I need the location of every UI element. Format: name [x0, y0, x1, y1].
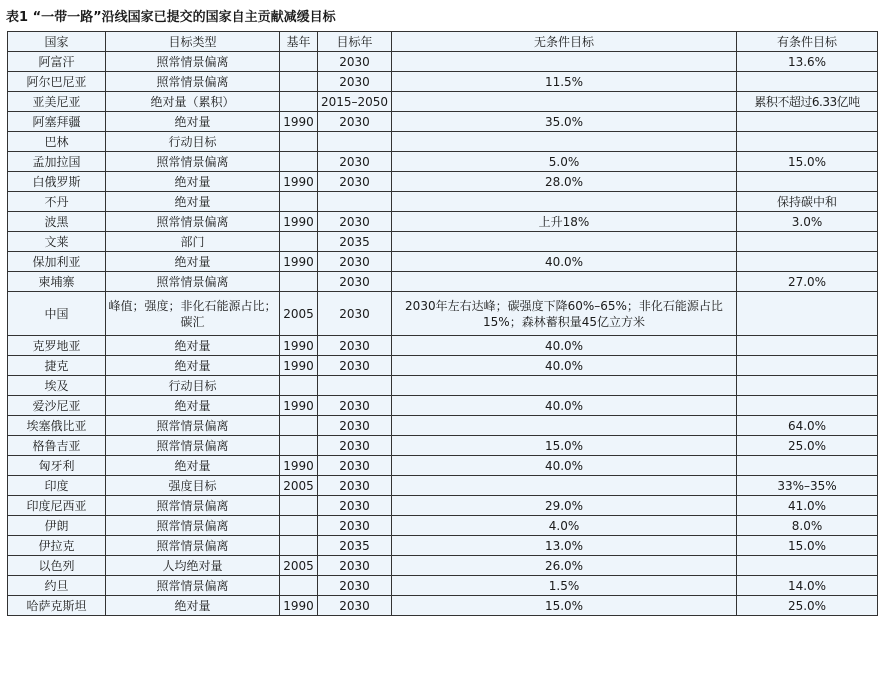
cell-type: 部门 — [106, 232, 280, 252]
cell-conditional — [737, 292, 878, 336]
cell-base-year — [280, 576, 318, 596]
cell-unconditional: 40.0% — [392, 456, 737, 476]
cell-conditional: 25.0% — [737, 436, 878, 456]
cell-country: 爱沙尼亚 — [8, 396, 106, 416]
cell-country: 不丹 — [8, 192, 106, 212]
cell-unconditional — [392, 232, 737, 252]
cell-target-year: 2030 — [318, 292, 392, 336]
cell-base-year — [280, 416, 318, 436]
cell-type: 绝对量 — [106, 356, 280, 376]
cell-type: 绝对量 — [106, 252, 280, 272]
cell-target-year: 2030 — [318, 336, 392, 356]
cell-type: 照常情景偏离 — [106, 516, 280, 536]
cell-base-year — [280, 272, 318, 292]
cell-base-year — [280, 232, 318, 252]
cell-type: 绝对量 — [106, 596, 280, 616]
cell-country: 波黑 — [8, 212, 106, 232]
cell-country: 捷克 — [8, 356, 106, 376]
cell-base-year: 1990 — [280, 112, 318, 132]
cell-target-year: 2030 — [318, 596, 392, 616]
cell-unconditional — [392, 376, 737, 396]
header-unconditional: 无条件目标 — [392, 32, 737, 52]
cell-target-year: 2030 — [318, 52, 392, 72]
cell-conditional — [737, 396, 878, 416]
cell-country: 哈萨克斯坦 — [8, 596, 106, 616]
cell-country: 匈牙利 — [8, 456, 106, 476]
cell-unconditional — [392, 192, 737, 212]
cell-conditional — [737, 556, 878, 576]
cell-type: 绝对量 — [106, 112, 280, 132]
cell-country: 以色列 — [8, 556, 106, 576]
cell-conditional: 64.0% — [737, 416, 878, 436]
cell-target-year: 2030 — [318, 396, 392, 416]
cell-type: 照常情景偏离 — [106, 536, 280, 556]
cell-base-year — [280, 436, 318, 456]
cell-target-year: 2030 — [318, 152, 392, 172]
cell-target-year: 2035 — [318, 536, 392, 556]
cell-conditional — [737, 456, 878, 476]
cell-base-year — [280, 192, 318, 212]
table-row — [8, 596, 878, 616]
cell-type: 绝对量 — [106, 172, 280, 192]
cell-country: 伊朗 — [8, 516, 106, 536]
table-row — [8, 292, 878, 336]
cell-country: 巴林 — [8, 132, 106, 152]
cell-type: 照常情景偏离 — [106, 52, 280, 72]
cell-target-year — [318, 376, 392, 396]
cell-type: 行动目标 — [106, 132, 280, 152]
cell-base-year — [280, 516, 318, 536]
cell-target-year: 2030 — [318, 416, 392, 436]
cell-target-year: 2030 — [318, 456, 392, 476]
cell-conditional: 保持碳中和 — [737, 192, 878, 212]
table-row — [8, 252, 878, 272]
cell-target-year — [318, 192, 392, 212]
cell-conditional — [737, 172, 878, 192]
cell-country: 文莱 — [8, 232, 106, 252]
cell-type: 绝对量 — [106, 396, 280, 416]
cell-target-year: 2030 — [318, 72, 392, 92]
table-row — [8, 152, 878, 172]
cell-unconditional: 40.0% — [392, 252, 737, 272]
cell-target-year: 2030 — [318, 172, 392, 192]
cell-base-year: 1990 — [280, 356, 318, 376]
cell-conditional — [737, 232, 878, 252]
cell-country: 中国 — [8, 292, 106, 336]
cell-conditional: 14.0% — [737, 576, 878, 596]
cell-conditional: 累积不超过6.33亿吨 — [737, 92, 878, 112]
table-row — [8, 496, 878, 516]
header-row — [8, 32, 878, 52]
cell-country: 伊拉克 — [8, 536, 106, 556]
cell-base-year — [280, 376, 318, 396]
cell-conditional: 8.0% — [737, 516, 878, 536]
cell-conditional: 15.0% — [737, 152, 878, 172]
cell-country: 埃塞俄比亚 — [8, 416, 106, 436]
cell-base-year: 2005 — [280, 292, 318, 336]
table-row — [8, 172, 878, 192]
table-row — [8, 576, 878, 596]
cell-country: 孟加拉国 — [8, 152, 106, 172]
cell-target-year: 2030 — [318, 356, 392, 376]
cell-type: 绝对量 — [106, 192, 280, 212]
cell-unconditional: 15.0% — [392, 596, 737, 616]
cell-unconditional — [392, 52, 737, 72]
cell-target-year: 2030 — [318, 576, 392, 596]
table-row — [8, 476, 878, 496]
table-row — [8, 436, 878, 456]
cell-conditional — [737, 356, 878, 376]
table-row — [8, 132, 878, 152]
cell-country: 柬埔寨 — [8, 272, 106, 292]
cell-unconditional: 35.0% — [392, 112, 737, 132]
cell-country: 阿富汗 — [8, 52, 106, 72]
cell-conditional: 33%–35% — [737, 476, 878, 496]
table-row — [8, 516, 878, 536]
cell-base-year: 1990 — [280, 212, 318, 232]
cell-target-year: 2030 — [318, 112, 392, 132]
cell-conditional — [737, 336, 878, 356]
cell-base-year: 1990 — [280, 252, 318, 272]
table-row — [8, 52, 878, 72]
cell-type: 照常情景偏离 — [106, 72, 280, 92]
cell-unconditional: 11.5% — [392, 72, 737, 92]
table-row — [8, 112, 878, 132]
cell-base-year — [280, 536, 318, 556]
cell-target-year: 2015–2050 — [318, 92, 392, 112]
table-row — [8, 556, 878, 576]
header-country: 国家 — [8, 32, 106, 52]
cell-unconditional — [392, 92, 737, 112]
cell-unconditional: 40.0% — [392, 396, 737, 416]
cell-type: 照常情景偏离 — [106, 272, 280, 292]
cell-unconditional: 28.0% — [392, 172, 737, 192]
cell-base-year: 1990 — [280, 172, 318, 192]
cell-unconditional: 29.0% — [392, 496, 737, 516]
cell-unconditional: 上升18% — [392, 212, 737, 232]
cell-unconditional — [392, 272, 737, 292]
cell-target-year — [318, 132, 392, 152]
cell-unconditional: 2030年左右达峰；碳强度下降60%–65%；非化石能源占比15%；森林蓄积量45亿立方米 — [392, 292, 737, 336]
table-title: 表1 “一带一路”沿线国家已提交的国家自主贡献减缓目标 — [6, 10, 336, 25]
cell-type: 照常情景偏离 — [106, 416, 280, 436]
table-row — [8, 416, 878, 436]
cell-type: 照常情景偏离 — [106, 212, 280, 232]
cell-base-year: 1990 — [280, 336, 318, 356]
cell-country: 印度 — [8, 476, 106, 496]
cell-base-year: 2005 — [280, 556, 318, 576]
cell-country: 约旦 — [8, 576, 106, 596]
cell-base-year — [280, 52, 318, 72]
cell-conditional: 3.0% — [737, 212, 878, 232]
cell-country: 阿尔巴尼亚 — [8, 72, 106, 92]
cell-type: 峰值；强度；非化石能源占比；碳汇 — [106, 292, 280, 336]
cell-target-year: 2030 — [318, 496, 392, 516]
cell-unconditional: 4.0% — [392, 516, 737, 536]
cell-type: 行动目标 — [106, 376, 280, 396]
cell-conditional — [737, 376, 878, 396]
cell-conditional: 15.0% — [737, 536, 878, 556]
cell-country: 保加利亚 — [8, 252, 106, 272]
table-row — [8, 92, 878, 112]
cell-type: 绝对量 — [106, 456, 280, 476]
table-row — [8, 232, 878, 252]
cell-type: 照常情景偏离 — [106, 576, 280, 596]
table-row — [8, 396, 878, 416]
cell-conditional: 41.0% — [737, 496, 878, 516]
cell-type: 照常情景偏离 — [106, 152, 280, 172]
cell-country: 阿塞拜疆 — [8, 112, 106, 132]
cell-unconditional: 13.0% — [392, 536, 737, 556]
cell-target-year: 2030 — [318, 252, 392, 272]
cell-target-year: 2035 — [318, 232, 392, 252]
table-row — [8, 72, 878, 92]
cell-unconditional: 40.0% — [392, 356, 737, 376]
ndc-table — [7, 31, 878, 616]
cell-country: 埃及 — [8, 376, 106, 396]
cell-country: 亚美尼亚 — [8, 92, 106, 112]
header-conditional: 有条件目标 — [737, 32, 878, 52]
table-row — [8, 212, 878, 232]
cell-conditional: 13.6% — [737, 52, 878, 72]
table-row — [8, 192, 878, 212]
cell-unconditional: 5.0% — [392, 152, 737, 172]
cell-unconditional — [392, 132, 737, 152]
cell-target-year: 2030 — [318, 556, 392, 576]
cell-type: 强度目标 — [106, 476, 280, 496]
header-target-year: 目标年 — [318, 32, 392, 52]
cell-target-year: 2030 — [318, 212, 392, 232]
cell-target-year: 2030 — [318, 476, 392, 496]
cell-base-year: 2005 — [280, 476, 318, 496]
cell-base-year: 1990 — [280, 396, 318, 416]
cell-conditional — [737, 72, 878, 92]
cell-conditional — [737, 252, 878, 272]
cell-unconditional: 15.0% — [392, 436, 737, 456]
table-row — [8, 336, 878, 356]
cell-target-year: 2030 — [318, 436, 392, 456]
cell-base-year: 1990 — [280, 596, 318, 616]
cell-base-year — [280, 496, 318, 516]
cell-base-year: 1990 — [280, 456, 318, 476]
table-row — [8, 536, 878, 556]
cell-target-year: 2030 — [318, 272, 392, 292]
cell-target-year: 2030 — [318, 516, 392, 536]
cell-unconditional: 40.0% — [392, 336, 737, 356]
cell-country: 白俄罗斯 — [8, 172, 106, 192]
table-row — [8, 456, 878, 476]
cell-base-year — [280, 92, 318, 112]
cell-base-year — [280, 152, 318, 172]
cell-base-year — [280, 72, 318, 92]
cell-conditional — [737, 112, 878, 132]
cell-conditional: 25.0% — [737, 596, 878, 616]
cell-conditional: 27.0% — [737, 272, 878, 292]
cell-type: 人均绝对量 — [106, 556, 280, 576]
cell-unconditional: 26.0% — [392, 556, 737, 576]
cell-country: 印度尼西亚 — [8, 496, 106, 516]
header-base-year: 基年 — [280, 32, 318, 52]
cell-type: 绝对量 — [106, 336, 280, 356]
cell-unconditional — [392, 416, 737, 436]
cell-conditional — [737, 132, 878, 152]
table-row — [8, 376, 878, 396]
cell-type: 绝对量（累积） — [106, 92, 280, 112]
cell-unconditional — [392, 476, 737, 496]
cell-country: 克罗地亚 — [8, 336, 106, 356]
table-row — [8, 356, 878, 376]
table-row — [8, 272, 878, 292]
cell-type: 照常情景偏离 — [106, 436, 280, 456]
cell-base-year — [280, 132, 318, 152]
header-type: 目标类型 — [106, 32, 280, 52]
cell-type: 照常情景偏离 — [106, 496, 280, 516]
cell-unconditional: 1.5% — [392, 576, 737, 596]
cell-country: 格鲁吉亚 — [8, 436, 106, 456]
